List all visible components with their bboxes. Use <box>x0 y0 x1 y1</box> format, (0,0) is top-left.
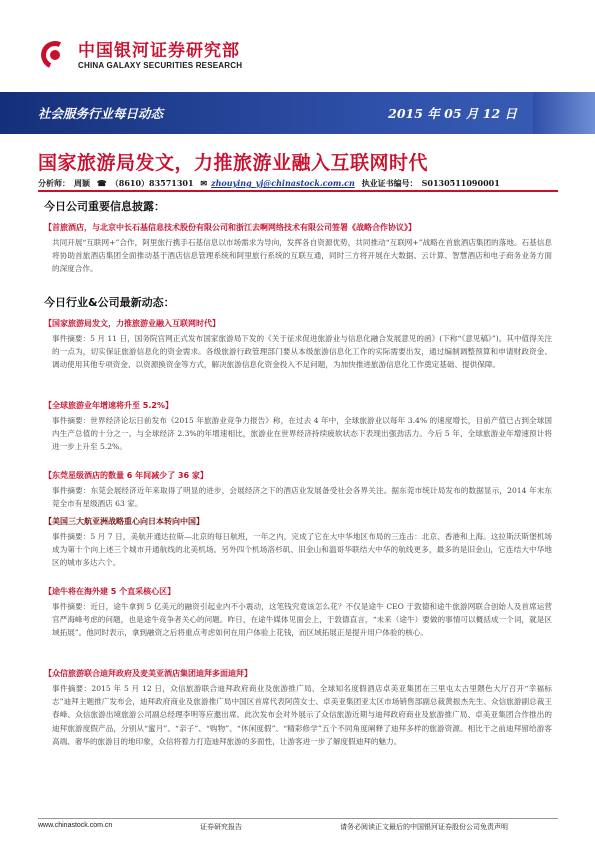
item-title: 【众信旅游联合迪拜政府及麦美亚酒店集团迪拜多面迪拜】 <box>44 669 252 678</box>
report-date: 2015 年 05 月 12 日 <box>388 106 517 121</box>
footer-url[interactable]: www.chinastock.com.cn <box>38 822 113 829</box>
item-body: 事件摘要：2015 年 5 月 12 日，众信旅游联合迪拜政府商业及旅游推广局、全球知名度假酒店卓美亚集团在三里屯太古里隈色大厅召开“幸福标志”迪拜主题推广发布会，迪拜政府商业及旅游推广局中国区首席代表阿茵女士、卓美亚集团亚太区市场销售部副总裁黄振杰先生、众信旅游副总裁王春峰、众信旅游出境旅游公司副总经理李明等应邀出席。此次发布会对外展示了众信旅游近期与迪拜政府商业及旅游推广局、卓美亚集团合作推出的迪拜旅游度假产品，分别从“蜜月”、“亲子”、“购物”、“休闲度假”、“精彩修学”五个不同角度阐释了迪拜多样的旅游资源。相比于之前迪拜留给游客高端、奢华的旅游目的地印象，众信将着力打造迪拜旅游的多面性，让游客进一步了解度假迪拜的魅力。 <box>52 684 552 746</box>
brand-name-en: CHINA GALAXY SECURITIES RESEARCH <box>78 60 243 70</box>
report-title: 国家旅游局发文，力推旅游业融入互联网时代 <box>38 152 429 174</box>
item-body: 共同开展“互联网+”合作，阿里旅行携手石基信息以市场需求为导向，发挥各自资源优势，共同推动“互联网+”战略在首旅酒店集团的落地。石基信息将协助首旅酒店集团全面推动基于酒店信息管理系统和阿里旅行系统的互联互通，同时三方将开展在大数据、云计算、智慧酒店和电子商务业务方面的深度合作。 <box>52 238 552 274</box>
item-body: 事件摘要：近日，途牛拿到 5 亿美元的融资引起业内不小震动，这笔钱究竟该怎么花？不仅是途牛 CEO 于敦德和途牛旅游网联合创始人及首席运营官严海峰考虑的问题，也是途牛竞争者关心的问题。昨日，在途牛媒体见面会上，于敦德直言，“未来（途牛）要做的事情可以概括成一个词，就是区域拓展”。他同时表示，拿到融资之后将重点考虑如何在用户体验上花钱，而区域拓展正是提升用户体验的核心。 <box>52 602 552 638</box>
item-title: 【途牛将在海外建 5 个直采核心区】 <box>44 587 176 596</box>
report-category: 社会服务行业每日动态 <box>38 106 164 121</box>
section-heading-company-disclosure: 今日公司重要信息披露： <box>44 200 165 213</box>
item-body: 事件摘要：世界经济论坛日前发布《2015 年旅游业竞争力报告》称，在过去 4 年中，全球旅游业以每年 3.4% 的速度增长，目前产值已占到全球国内生产总值的十分之一。与全球经济 2.3%的年增速相比，旅游业在世界经济持续疲软状态下表现出强劲活力。今后 5 年，全球旅游业年增速预计将进一步上升至 5.2%。 <box>52 416 552 452</box>
analyst-line <box>38 178 558 189</box>
section-heading-industry-news: 今日行业&公司最新动态： <box>44 296 175 309</box>
brand-logo <box>38 38 242 72</box>
report-banner <box>0 92 595 134</box>
footer-center: 证券研究报告 <box>200 823 242 831</box>
item-body: 事件摘要：5 月 11 日，国务院官网正式发布国家旅游局下发的《关于征求促进旅游业与信息化融合发展意见的函》(下称“《意见稿》”)。其中值得关注的一点为，切实保证旅游信息化的资金需求。各级旅游行政管理部门要从本级旅游信息化工作的实际需要出发，通过编制调整预算和申请财政资金、调动使用其他专项资金、以资源换资金等方式，解决旅游信息化资金投入不足问题，为加快推进旅游信息化工作奠定基础、提供保障。 <box>52 334 552 370</box>
email-icon: ✉ <box>200 178 208 188</box>
phone-icon: ☎ <box>96 178 107 188</box>
item-title: 【东莞星级酒店的数量 6 年间减少了 36 家】 <box>44 471 208 480</box>
footer-divider <box>38 818 558 819</box>
item-title: 【美国三大航亚洲战略重心向日本转向中国】 <box>44 517 204 526</box>
item-title: 【全球旅游业年增速将升至 5.2%】 <box>44 401 173 410</box>
analyst-name: 周颖 <box>74 178 90 188</box>
item-body: 事件摘要：东莞会展经济近年来取得了明显的进步，会展经济之下的酒店业发展备受社会各界关注。据东莞市统计局发布的数据显示，2014 年末东莞全市有星级酒店 63 家。 <box>52 486 552 509</box>
item-body: 事件摘要：5 月 7 日，美航开通达拉斯—北京的每日航班，一年之内，完成了它在大中华地区布局的三连击：北京、香港和上海。这拉斯沃斯堡机场成为第十个向上述三个城市开通航线的北美机场。另外四个机场洛杉矶、旧金山和温哥华联结大中华的航线更多，最多的是旧金山，它连结大中华地区的城市多达六个。 <box>52 532 552 568</box>
footer-disclaimer: 请务必阅读正文最后的中国银河证券股份公司免责声明 <box>340 823 508 831</box>
item-title: 【首旅酒店，与北京中长石基信息技术股份有限公司和浙江去啊网络技术有限公司签署《战略合作协议》】 <box>44 223 416 232</box>
analyst-label: 分析师： <box>38 178 70 188</box>
cert-number: S0130511090001 <box>421 178 500 188</box>
title-divider <box>38 190 558 192</box>
item-title: 【国家旅游局发文，力推旅游业融入互联网时代】 <box>44 319 220 328</box>
banner-accent <box>533 92 595 134</box>
galaxy-logo-icon <box>38 38 72 72</box>
cert-label: 执业证书编号： <box>361 178 418 188</box>
brand-name-cn: 中国银河证券研究部 <box>78 40 240 61</box>
analyst-phone: （8610）83571301 <box>110 178 194 188</box>
analyst-email[interactable]: zhouying_yj@chinastock.com.cn <box>211 178 355 188</box>
